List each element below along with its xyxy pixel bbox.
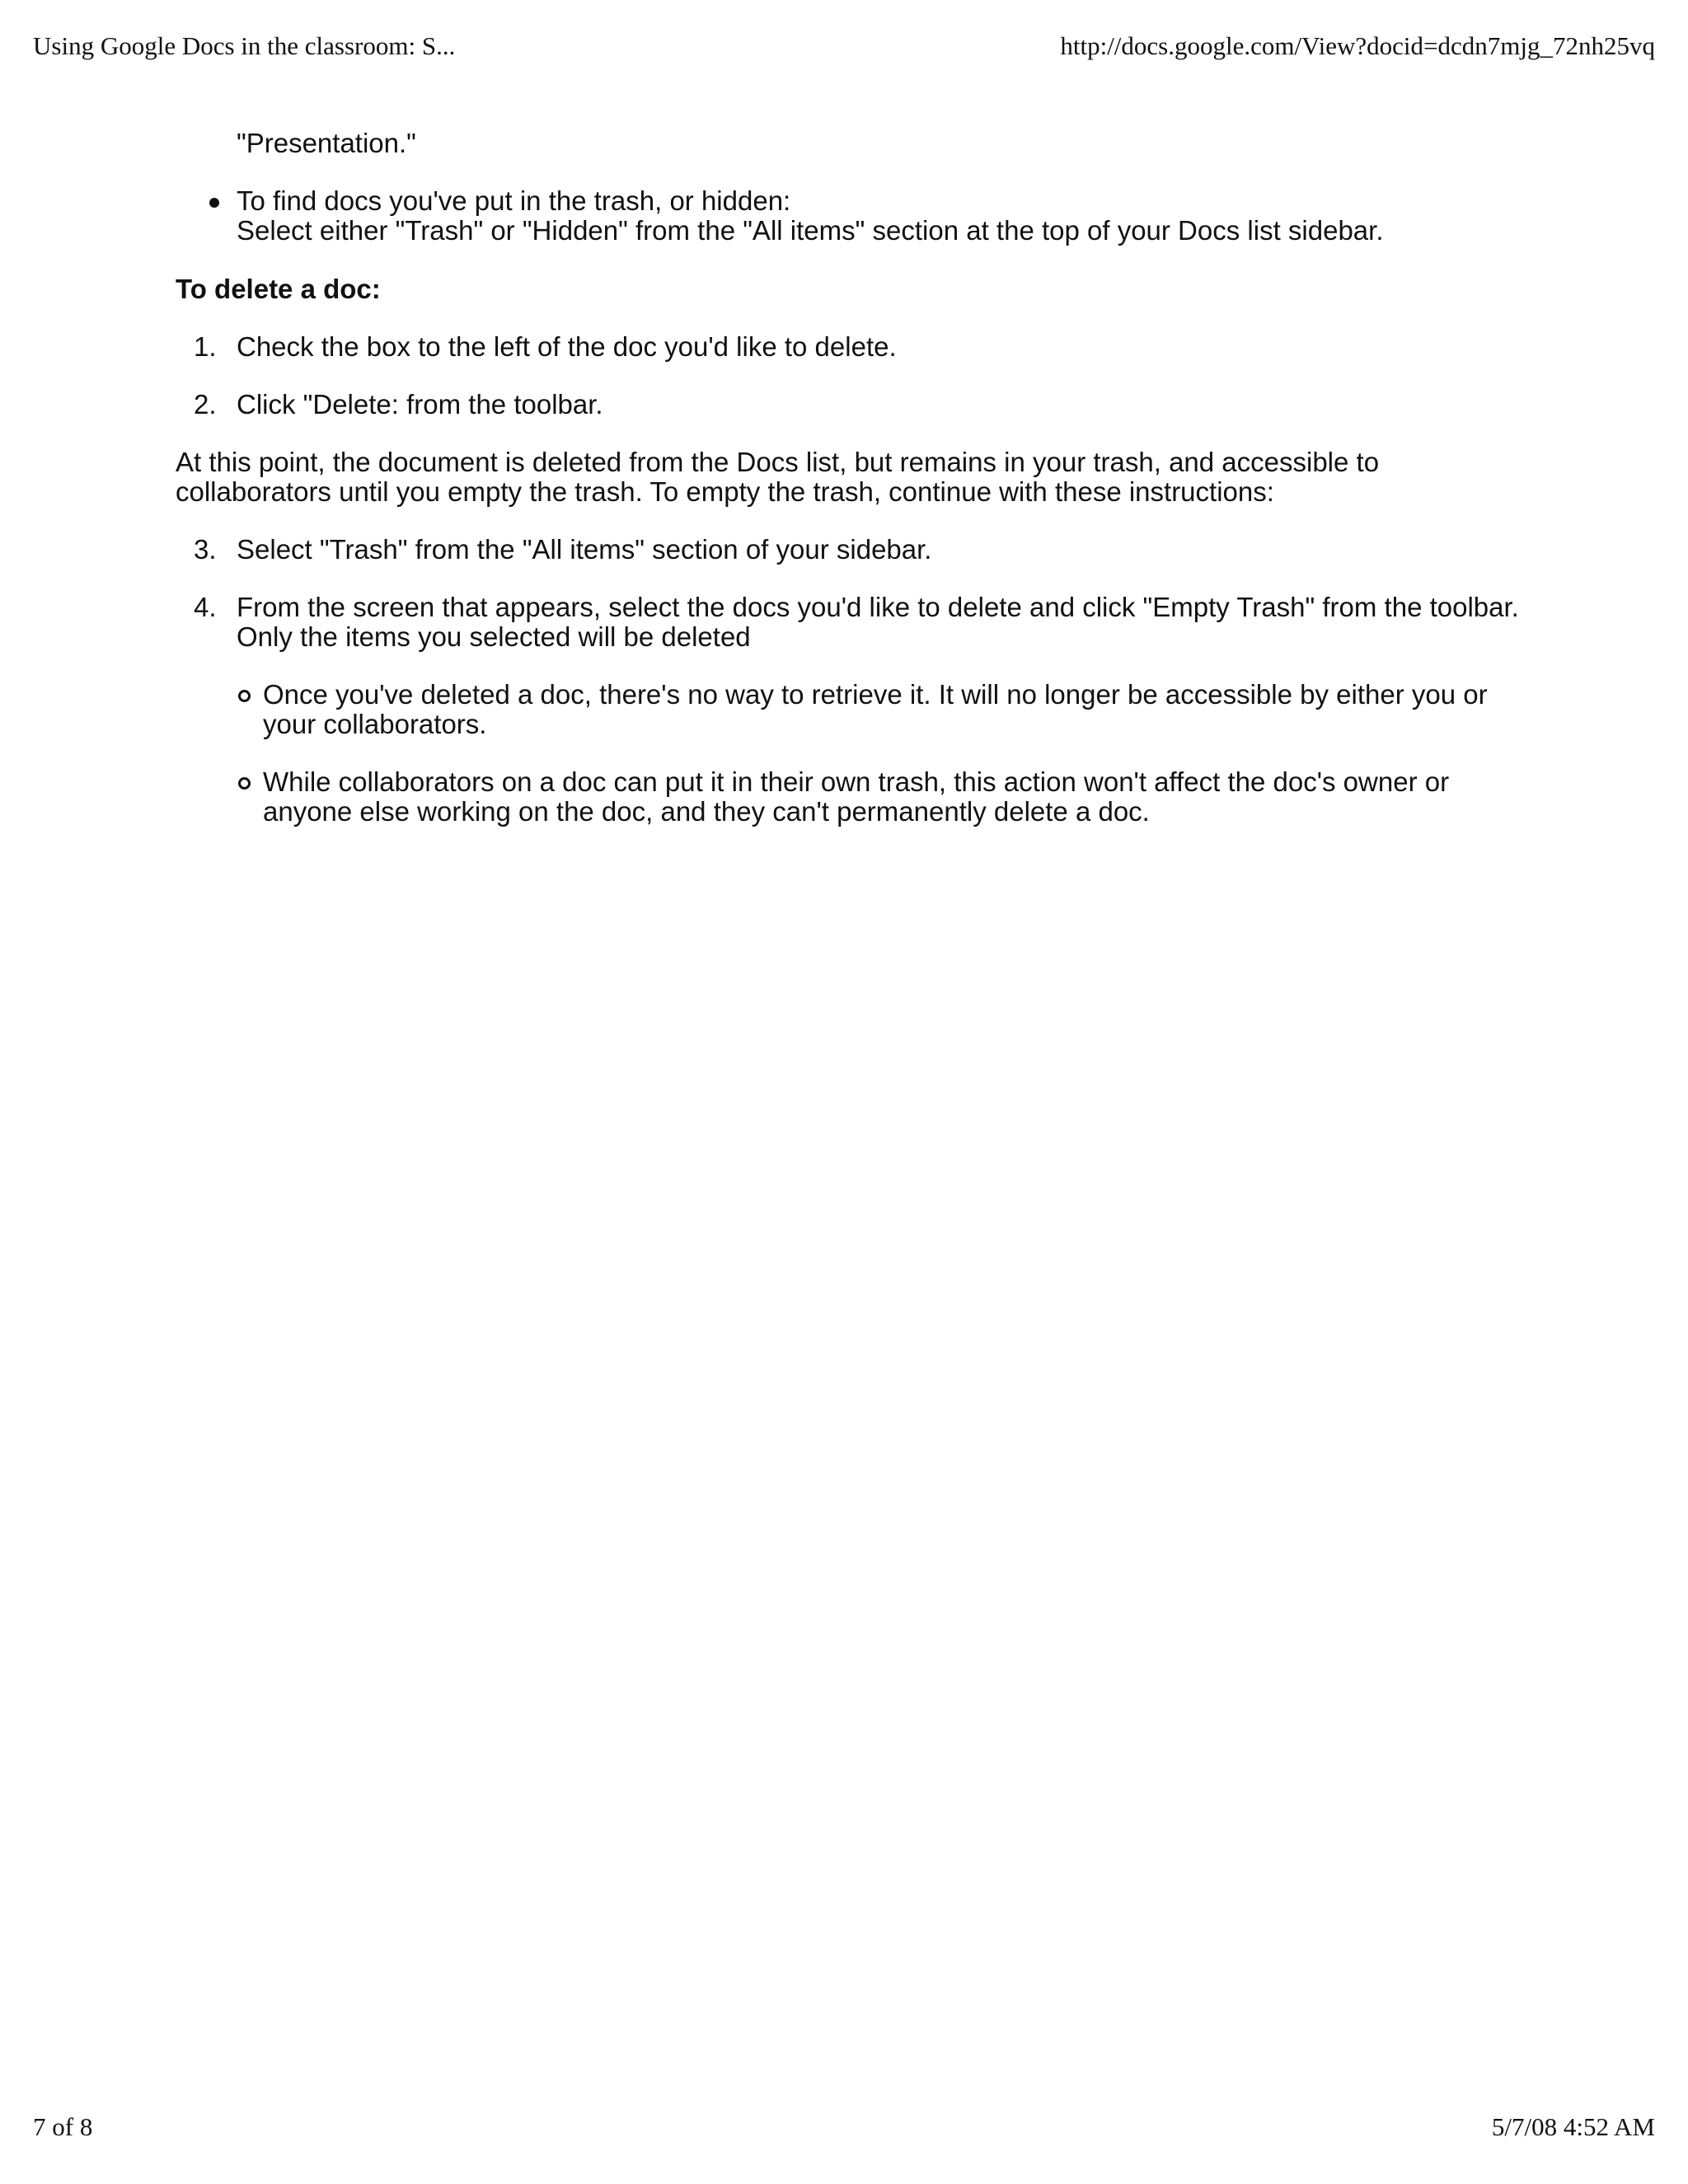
list-item-trash-hidden — [176, 186, 1527, 246]
step-text: Select "Trash" from the "All items" section of your sidebar. — [237, 534, 932, 565]
step-text: Check the box to the left of the doc you'd like to delete. — [237, 331, 897, 362]
step-4 — [176, 593, 1527, 827]
step-number: 2. — [194, 389, 217, 419]
step-text: From the screen that appears, select the docs you'd like to delete and click "Empty Trash" from the toolbar. Only the items you selected will be deleted — [237, 592, 1519, 652]
step-1 — [176, 332, 1527, 362]
page-title: Using Google Docs in the classroom: S... — [33, 31, 456, 60]
print-footer — [33, 2112, 1655, 2142]
step-number: 3. — [194, 534, 217, 565]
page-number: 7 of 8 — [33, 2112, 93, 2141]
step-2 — [176, 390, 1527, 419]
step-number: 4. — [194, 592, 217, 622]
step-3 — [176, 535, 1527, 565]
step-text: Click "Delete: from the toolbar. — [237, 389, 603, 419]
print-timestamp: 5/7/08 4:52 AM — [1491, 2112, 1655, 2141]
trash-paragraph: At this point, the document is deleted from the Docs list, but remains in your trash, and accessible to collaborators until you empty the trash. To empty the trash, continue with these instructions: — [176, 447, 1380, 507]
steps-list-a — [176, 332, 1527, 419]
bullet-list — [176, 186, 1527, 246]
page-url: http://docs.google.com/View?docid=dcdn7mjg_72nh25vq — [1060, 31, 1655, 60]
note-item: Once you've deleted a doc, there's no way to retrieve it. It will no longer be accessible by either you or your collaborators. — [237, 680, 1527, 739]
delete-heading: To delete a doc: — [176, 274, 381, 304]
bullet-line-2: Select either "Trash" or "Hidden" from the "All items" section at the top of your Docs list sidebar. — [237, 215, 1384, 246]
document-body — [176, 129, 1527, 855]
notes-list — [237, 680, 1527, 827]
bullet-line-1: To find docs you've put in the trash, or hidden: — [237, 185, 791, 216]
continuation-text: "Presentation." — [237, 128, 416, 158]
note-item: While collaborators on a doc can put it in their own trash, this action won't affect the doc's owner or anyone else working on the doc, and they can't permanently delete a doc. — [237, 767, 1527, 827]
step-number: 1. — [194, 331, 217, 362]
steps-list-b — [176, 535, 1527, 827]
print-header — [33, 31, 1655, 61]
